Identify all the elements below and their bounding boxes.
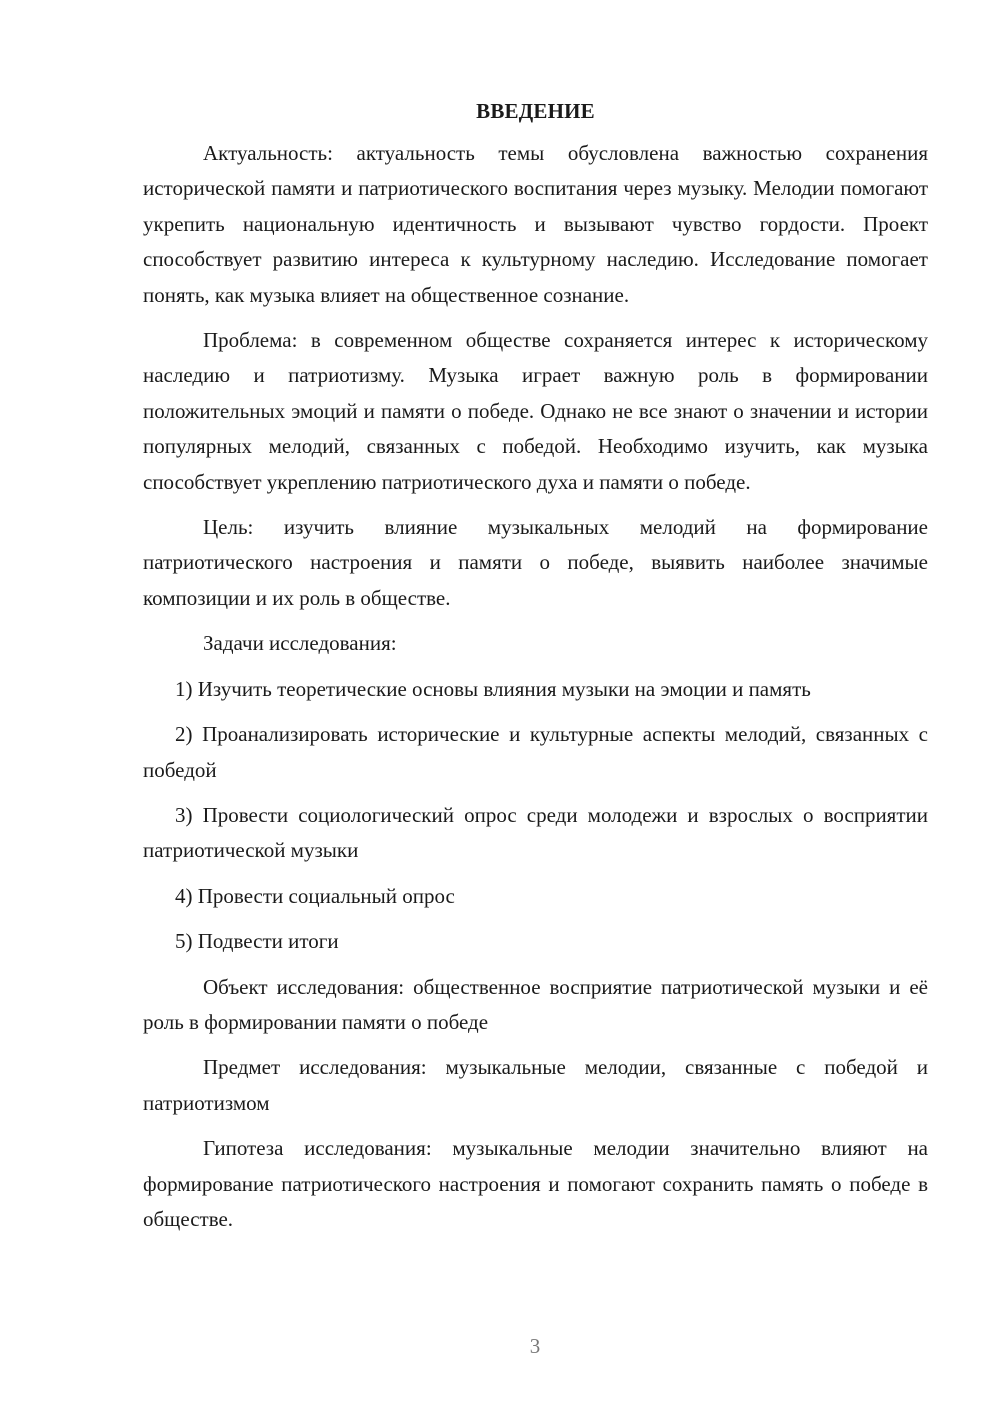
paragraph-subject: Предмет исследования: музыкальные мелодии, связанные с победой и патриотизмом <box>143 1055 928 1115</box>
paragraph-goal: Цель: изучить влияние музыкальных мелодий на формирование патриотического настроения и памяти о победе, выявить наиболее значимые композиции и их роль в обществе. <box>143 515 928 610</box>
document-page <box>143 96 928 1247</box>
paragraph-problem: Проблема: в современном обществе сохраняется интерес к историческому наследию и патриотизму. Музыка играет важную роль в формировании положительных эмоций и памяти о победе. Однако не все знают о значении и истории популярных мелодий, связанных с победой. Необходимо изучить, как музыка способствует укреплению патриотического духа и памяти о победе. <box>143 328 928 494</box>
page-number: 3 <box>529 1334 541 1358</box>
tasks-heading: Задачи исследования: <box>203 631 397 656</box>
task-item-2: 2) Проанализировать исторические и культурные аспекты мелодий, связанных с победой <box>143 722 928 782</box>
task-item-3: 3) Провести социологический опрос среди молодежи и взрослых о восприятии патриотической музыки <box>143 802 928 863</box>
task-item-5: 5) Подвести итоги <box>175 929 339 954</box>
task-item-1: 1) Изучить теоретические основы влияния музыки на эмоции и память <box>175 676 811 701</box>
paragraph-relevance: Актуальность: актуальность темы обусловлена важностью сохранения исторической памяти и патриотического воспитания через музыку. Мелодии помогают укрепить национальную идентичность и вызывают чувство гордости. Проект способствует развитию интереса к культурному наследию. Исследование помогает понять, как музыка влияет на общественное сознание. <box>143 141 928 307</box>
section-title: ВВЕДЕНИЕ <box>476 99 595 123</box>
task-item-4: 4) Провести социальный опрос <box>175 883 455 908</box>
paragraph-hypothesis: Гипотеза исследования: музыкальные мелодии значительно влияют на формирование патриотического настроения и помогают сохранить память о победе в обществе. <box>143 1136 928 1231</box>
paragraph-object: Объект исследования: общественное восприятие патриотической музыки и её роль в формировании памяти о победе <box>143 974 928 1034</box>
